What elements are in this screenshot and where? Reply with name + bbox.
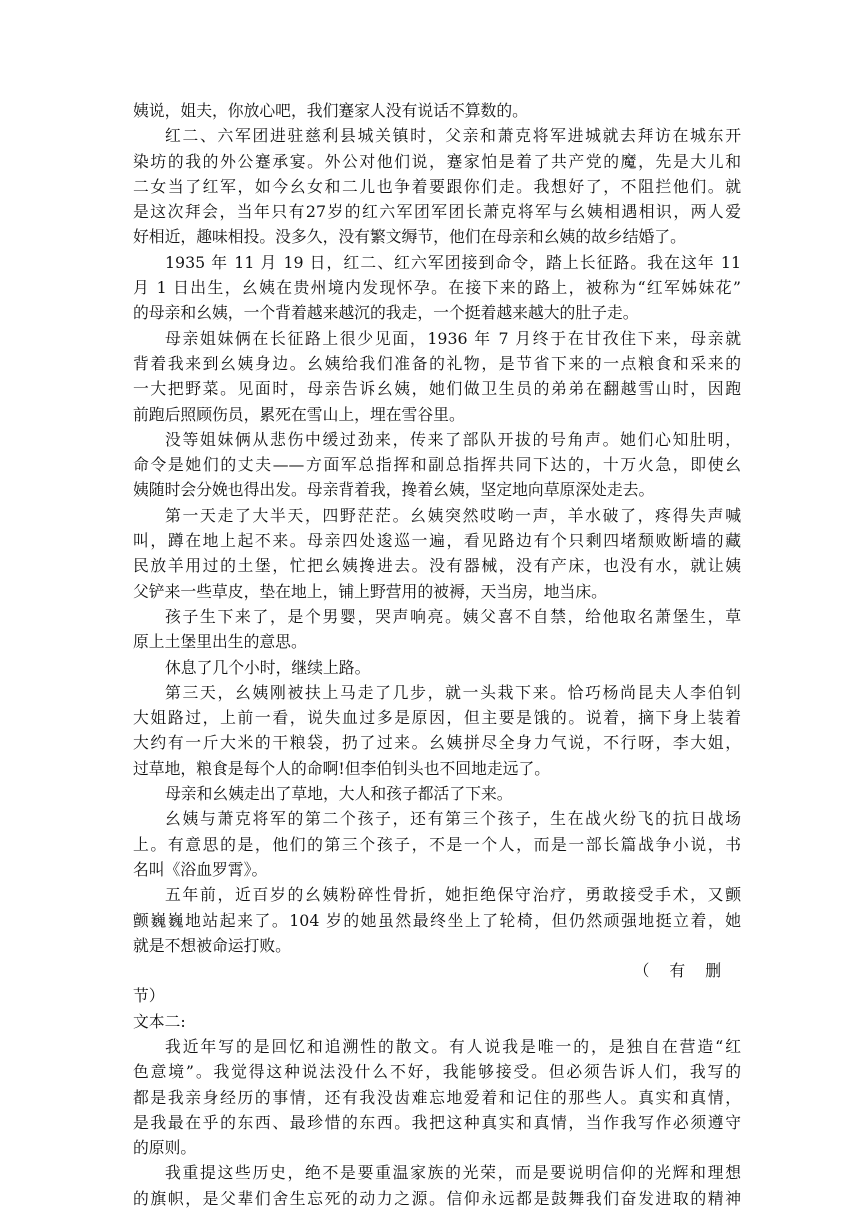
text-line: 的原则。 [133, 1138, 197, 1158]
section-heading-text-two: 文本二: [133, 1011, 186, 1031]
text-line: 母亲和幺姨走出了草地，大人和孩子都活了下来。 [165, 784, 513, 804]
text-line: 母亲姐妹俩在长征路上很少见面，1936 年 7 月终于在甘孜住下来，母亲就 [165, 328, 741, 348]
text-line: 大约有一斤大米的干粮袋，扔了过来。幺姨拼尽全身力气说，不行呀，李大姐， [133, 733, 741, 753]
text-line: 好相近，趣味相投。没多久，没有繁文缛节，他们在母亲和幺姨的故乡结婚了。 [133, 227, 686, 247]
text-line: 孩子生下来了，是个男婴，哭声响亮。姨父喜不自禁，给他取名萧堡生，草 [165, 606, 741, 626]
text-line: 染坊的我的外公蹇承宴。外公对他们说，蹇家怕是着了共产党的魔，先是大儿和 [133, 151, 741, 171]
text-line: 大姐路过，上前一看，说失血过多是原因，但主要是饿的。说着，摘下身上装着 [133, 708, 741, 728]
text-line: 姨说，姐夫，你放心吧，我们蹇家人没有说话不算数的。 [133, 101, 528, 120]
text-line: 二女当了红军，如今幺女和二儿也争着要跟你们走。我想好了，不阻拦他们。就 [133, 176, 741, 196]
text-line: 前跑后照顾伤员，累死在雪山上，埋在雪谷里。 [133, 404, 465, 424]
text-line: 原上土堡里出生的意思。 [133, 632, 307, 652]
text-one-body [133, 98, 741, 958]
abridged-note: （有删 [633, 961, 741, 981]
text-line: 姨随时会分娩也得出发。母亲背着我，搀着幺姨，坚定地向草原深处走去。 [133, 480, 655, 500]
text-line: 没等姐妹俩从悲伤中缓过劲来，传来了部队开拔的号角声。她们心知肚明， [165, 429, 741, 449]
text-line: 红二、六军团进驻慈利县城关镇时，父亲和萧克将军进城就去拜访在城东开 [165, 126, 741, 146]
text-two-body [133, 1034, 741, 1211]
text-line: 过草地，粮食是每个人的命啊!但李伯钊头也不回地走远了。 [133, 758, 551, 778]
text-line: 是我最在乎的东西、最珍惜的东西。我把这种真实和真情，当作我写作必须遵守 [133, 1112, 741, 1132]
text-line: 一大把野菜。见面时，母亲告诉幺姨，她们做卫生员的弟弟在翻越雪山时，因跑 [133, 379, 741, 399]
document-page [133, 98, 741, 1211]
text-line: 上。有意思的是，他们的第三个孩子，不是一个人，而是一部长篇战争小说，书 [133, 834, 741, 854]
text-line: 的旗帜，是父辈们舍生忘死的动力之源。信仰永远都是鼓舞我们奋发进取的精神 [133, 1188, 741, 1208]
text-line: 五年前，近百岁的幺姨粉碎性骨折，她拒绝保守治疗，勇敢接受手术，又颤 [165, 885, 741, 905]
text-line: 就是不想被命运打败。 [133, 935, 291, 955]
text-line: 色意境”。我觉得这种说法没什么不好，我能够接受。但必须告诉人们，我写的 [133, 1062, 741, 1082]
text-line: 休息了几个小时，继续上路。 [165, 657, 371, 677]
text-line: 是这次拜会，当年只有27岁的红六军团军团长萧克将军与幺姨相遇相识，两人爱 [133, 202, 741, 222]
text-line: 叫，蹲在地上起不来。母亲四处逡巡一遍，看见路边有个只剩四堵颓败断墙的藏 [133, 531, 741, 551]
text-line: 名叫《浴血罗霄》。 [133, 859, 268, 879]
text-line: 1935 年 11 月 19 日，红二、红六军团接到命令，踏上长征路。我在这年 11 [165, 252, 741, 272]
text-line: 民放羊用过的土堡，忙把幺姨搀进去。没有器械，没有产床，也没有水，就让姨 [133, 556, 741, 576]
text-line: 命令是她们的丈夫——方面军总指挥和副总指挥共同下达的，十万火急，即使幺 [133, 455, 741, 475]
text-line: 幺姨与萧克将军的第二个孩子，还有第三个孩子，生在战火纷飞的抗日战场 [165, 809, 741, 829]
text-line: 父铲来一些草皮，垫在地上，铺上野营用的被褥，天当房，地当床。 [133, 581, 607, 601]
text-line: 我近年写的是回忆和追溯性的散文。有人说我是唯一的，是独自在营造“红 [165, 1036, 741, 1056]
text-line: 的母亲和幺姨，一个背着越来越沉的我走，一个挺着越来越大的肚子走。 [133, 303, 639, 323]
text-line: 都是我亲身经历的事情，还有我没齿难忘地爱着和记住的那些人。真实和真情， [133, 1087, 741, 1107]
text-line: 我重提这些历史，绝不是要重温家族的光荣，而是要说明信仰的光辉和理想 [165, 1163, 741, 1183]
text-line: 月 1 日出生，幺姨在贵州境内发现怀孕。在接下来的路上，被称为“红军姊妹花” [133, 278, 741, 298]
text-line: 背着我来到幺姨身边。幺姨给我们准备的礼物，是节省下来的一点粮食和采来的 [133, 353, 741, 373]
text-line: 第三天，幺姨刚被扶上马走了几步，就一头栽下来。恰巧杨尚昆夫人李伯钊 [165, 682, 741, 702]
text-line: 第一天走了大半天，四野茫茫。幺姨突然哎哟一声，羊水破了，疼得失声喊 [165, 505, 741, 525]
abridged-note-end: 节） [133, 986, 165, 1006]
text-line: 颤巍巍地站起来了。104 岁的她虽然最终坐上了轮椅，但仍然顽强地挺立着，她 [133, 910, 741, 930]
